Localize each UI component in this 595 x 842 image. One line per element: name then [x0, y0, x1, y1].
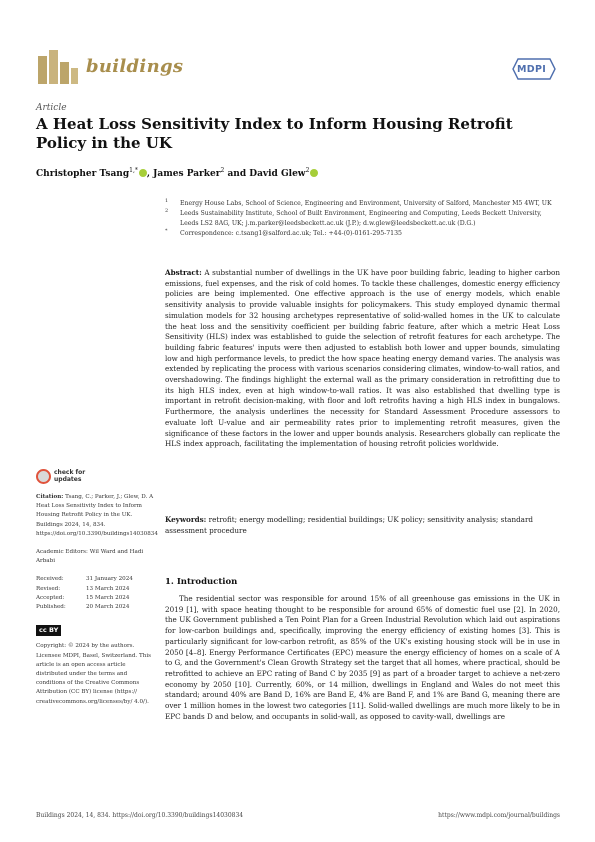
editors-label: Academic Editors:	[36, 549, 88, 556]
editors-block	[36, 548, 158, 566]
editors-names: Wil Ward and Hadi Arbabi	[36, 549, 144, 565]
date-value: 13 March 2024	[86, 585, 130, 592]
affiliation-item	[165, 229, 560, 238]
affiliation-text[interactable]: Leeds Sustainability Institute, School of Built Environment, Engineering and Computing, Leeds Beckett University, Leeds LS2 8AG, UK; j.m.parker@leedsbeckett.ac.uk (J.P.); d.w.glew@leedsbeckett.ac.uk (D.G.)	[180, 210, 542, 227]
date-value: 15 March 2024	[86, 594, 130, 601]
date-row	[36, 603, 158, 612]
section-heading: 1. Introduction	[165, 577, 238, 587]
article-sidebar	[36, 493, 158, 707]
author-name: James Parker	[153, 169, 221, 179]
author-separator: and	[224, 169, 250, 179]
affiliation-item	[165, 209, 560, 228]
keywords-label: Keywords:	[165, 515, 207, 524]
affiliations	[165, 199, 560, 240]
keywords	[165, 515, 560, 536]
date-row	[36, 575, 158, 584]
introduction-paragraph: The residential sector was responsible for around 15% of all greenhouse gas emissions in the UK in 2019 [1], with space heating thought to be responsible for around 65% of domestic fuel use [2]. In 2020, the UK Government published a Ten Point Plan for a Green Industrial Revolution which laid out aspirations for low-carbon buildings and, specifically, improving the energy efficiency of existing homes [3]. This is particularly significant for low-carbon retrofit, as 85% of the UK's existing housing stock will be in use in 2050 [4–8]. Energy Performance Certificates (EPC) measure the energy efficiency of homes on a scale of A to G, and the Government's Clean Growth Strategy set the target that all homes, where practical, should be retrofitted to achieve an EPC rating of Band C by 2035 [9] as part of a broader target to achieve a net-zero economy by 2050 [10]. Currently, 60%, or 14 million, dwellings in England and Wales do not meet this standard; around 40% are Band D, 16% are Band E, 4% are Band F, and 1% are Band G, meaning there are over 1 million homes in the lowest two categories [11]. Solid-walled dwellings are much more likely to be in EPC bands D and below, and occupants in solid-wall, as opposed to cavity-wall, dwellings are	[165, 594, 560, 721]
citation-label: Citation:	[36, 494, 64, 500]
date-row	[36, 594, 158, 603]
dates-block	[36, 575, 158, 612]
journal-name: buildings	[86, 56, 184, 77]
author-list	[36, 167, 556, 179]
affiliation-mark: *	[165, 228, 168, 235]
author-separator: ,	[146, 169, 154, 179]
date-row	[36, 585, 158, 594]
date-label: Received:	[36, 576, 64, 583]
date-label: Accepted:	[36, 594, 65, 601]
date-value: 20 March 2024	[86, 604, 130, 611]
author-name: Christopher Tsang	[36, 169, 130, 179]
cc-by-license-icon[interactable]: cc BY	[36, 625, 61, 636]
affiliation-item	[165, 199, 560, 208]
footer-journal-url[interactable]: https://www.mdpi.com/journal/buildings	[438, 812, 560, 819]
date-value: 31 January 2024	[86, 576, 133, 583]
article-title: A Heat Loss Sensitivity Index to Inform Housing Retrofit Policy in the UK	[36, 115, 513, 152]
orcid-icon[interactable]	[139, 169, 147, 177]
citation-text[interactable]: Tsang, C.; Parker, J.; Glew, D. A Heat Loss Sensitivity Index to Inform Housing Retrofit Policy in the UK. Buildings 2024, 14, 834. https://doi.org/10.3390/buildings14030834	[36, 494, 158, 537]
affiliation-text: Energy House Labs, School of Science, Engineering and Environment, University of Salford, Manchester M5 4WT, UK	[180, 200, 552, 207]
check-for-updates-badge[interactable]	[36, 468, 96, 488]
author-affil-mark: 1,*	[129, 167, 138, 174]
copyright-text: Copyright: © 2024 by the authors. Licensee MDPI, Basel, Switzerland. This article is an open access article distributed under the terms and conditions of the Creative Commons Attribution (CC BY) license (https:// creativecommons.org/licenses/by/ 4.0/).	[36, 643, 151, 705]
orcid-icon[interactable]	[310, 169, 318, 177]
publisher-logo	[512, 56, 556, 82]
author-name: David Glew	[249, 169, 306, 179]
check-updates-label: check for updates	[54, 469, 86, 483]
citation-block	[36, 493, 158, 539]
date-label: Revised:	[36, 585, 61, 592]
author-affil-mark: 2	[220, 167, 225, 174]
affiliation-mark: 2	[165, 208, 169, 215]
affiliation-mark: 1	[165, 198, 169, 204]
buildings-logo-icon	[36, 50, 80, 84]
date-label: Published:	[36, 604, 66, 611]
abstract	[165, 268, 560, 450]
article-type: Article	[36, 103, 67, 113]
publisher-name: MDPI	[517, 64, 547, 75]
correspondence-text[interactable]: Correspondence: c.tsang1@salford.ac.uk; Tel.: +44-(0)-0161-295-7135	[180, 230, 402, 238]
abstract-label: Abstract:	[165, 268, 202, 277]
author-affil-mark: 2	[305, 167, 310, 174]
abstract-text: A substantial number of dwellings in the UK have poor building fabric, leading to higher carbon emissions, fuel expenses, and the risk of cold homes. To tackle these challenges, domestic energy efficiency policies are being implemented. One effective approach is the use of energy models, which enable sensitivity analysis to provide valuable insights for policymakers. This study employed dynamic thermal simulation models for 32 housing archetypes representative of solid-walled homes in the UK to calculate the heat loss and the sensitivity coefficient per building fabric feature, after which a metric Heat Loss Sensitivity (HLS) index was established to guide the selection of retrofit features for each archetype. The building fabric features' inputs were then adjusted to establish both lower and upper bounds, simulating low and high performance levels, to predict the how space heating energy demand varies. The analysis was extended by replicating the process with various scenarios considering climates, window-to-wall ratios, and overshadowing. The findings highlight the external wall as the primary consideration in retrofitting due to its high HLS index, even at high window-to-wall ratios. It was also established that dwelling type is important in retrofit decision-making, with floor and loft retrofits having a high HLS index in bungalows. Furthermore, the analysis underlines the necessity for Standard Assessment Procedure assessors to evaluate loft U-value and air permeability rates prior to implementing retrofit measures, given the significance of these factors in the lower and upper bounds analysis. Researchers globally can replicate the HLS index approach, facilitating the implementation of housing retrofit policies worldwide.	[165, 268, 560, 449]
journal-logo	[36, 50, 236, 84]
keywords-text: retrofit; energy modelling; residential buildings; UK policy; sensitivity analysis; standard assessment procedure	[165, 515, 534, 535]
footer-citation[interactable]: Buildings 2024, 14, 834. https://doi.org/10.3390/buildings14030834	[36, 812, 244, 819]
check-updates-icon	[36, 469, 51, 484]
